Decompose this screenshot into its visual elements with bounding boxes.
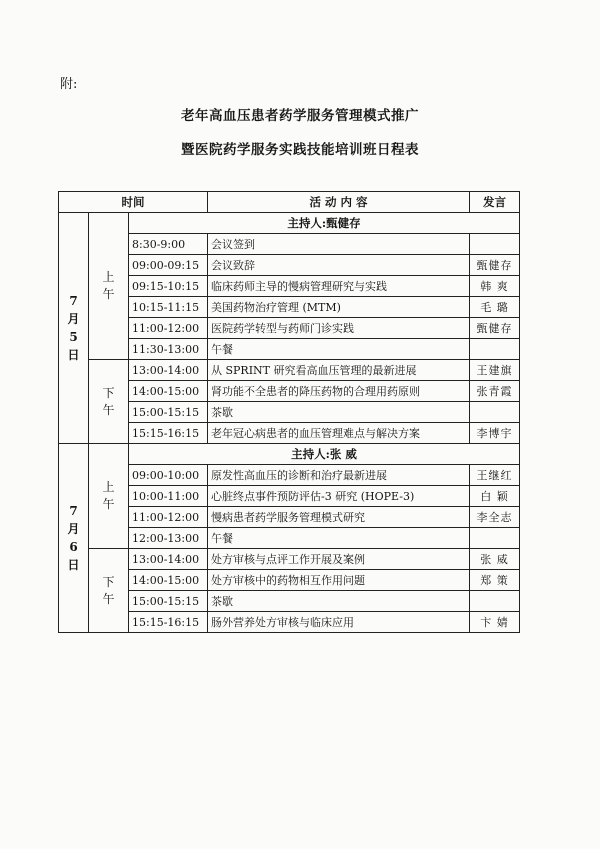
host-row	[59, 213, 520, 234]
table-row	[59, 318, 520, 339]
header-activity: 活 动 内 容	[208, 192, 470, 213]
activity-cell: 心脏终点事件预防评估-3 研究 (HOPE-3)	[208, 486, 470, 507]
speaker-cell: 甄健存	[470, 318, 520, 339]
activity-cell: 肠外营养处方审核与临床应用	[208, 612, 470, 633]
activity-cell: 午餐	[208, 528, 470, 549]
pm-label-char: 午	[102, 402, 115, 417]
table-row	[59, 255, 520, 276]
speaker-cell	[470, 234, 520, 255]
table-row	[59, 276, 520, 297]
speaker-cell: 张 威	[470, 549, 520, 570]
document-title-line-1: 老年高血压患者药学服务管理模式推广	[181, 108, 419, 124]
pm-label-char: 下	[102, 574, 115, 589]
time-cell: 13:00-14:00	[129, 360, 208, 381]
day-label-char: 日	[67, 348, 80, 362]
activity-cell: 慢病患者药学服务管理模式研究	[208, 507, 470, 528]
am-label-char: 午	[102, 287, 115, 301]
table-row	[59, 402, 520, 423]
table-row	[59, 423, 520, 444]
activity-cell: 会议签到	[208, 234, 470, 255]
host-label: 主持人:张 威	[129, 444, 520, 465]
table-row	[59, 297, 520, 318]
table-row	[59, 486, 520, 507]
time-cell: 09:15-10:15	[129, 276, 208, 297]
table-row	[59, 570, 520, 591]
am-label	[89, 444, 129, 549]
host-label: 主持人:甄健存	[129, 213, 520, 234]
time-cell: 15:00-15:15	[129, 402, 208, 423]
activity-cell: 处方审核与点评工作开展及案例	[208, 549, 470, 570]
host-row	[59, 444, 520, 465]
speaker-cell	[470, 528, 520, 549]
speaker-cell: 王继红	[470, 465, 520, 486]
time-cell: 8:30-9:00	[129, 234, 208, 255]
time-cell: 09:00-09:15	[129, 255, 208, 276]
time-cell: 11:00-12:00	[129, 507, 208, 528]
activity-cell: 午餐	[208, 339, 470, 360]
time-cell: 12:00-13:00	[129, 528, 208, 549]
time-cell: 15:15-16:15	[129, 423, 208, 444]
pm-label-char: 午	[102, 591, 115, 606]
am-label-char: 上	[102, 270, 115, 284]
time-cell: 13:00-14:00	[129, 549, 208, 570]
table-row	[59, 528, 520, 549]
am-label-char: 上	[102, 480, 115, 494]
time-cell: 15:15-16:15	[129, 612, 208, 633]
time-cell: 14:00-15:00	[129, 570, 208, 591]
table-row	[59, 360, 520, 381]
activity-cell: 医院药学转型与药师门诊实践	[208, 318, 470, 339]
speaker-cell: 张青霞	[470, 381, 520, 402]
activity-cell: 会议致辞	[208, 255, 470, 276]
am-label-char: 午	[102, 497, 115, 511]
speaker-cell: 王建旗	[470, 360, 520, 381]
table-row	[59, 549, 520, 570]
day-label	[59, 444, 89, 633]
activity-cell: 肾功能不全患者的降压药物的合理用药原则	[208, 381, 470, 402]
am-label	[89, 213, 129, 360]
table-row	[59, 612, 520, 633]
time-cell: 14:00-15:00	[129, 381, 208, 402]
activity-cell: 处方审核中的药物相互作用问题	[208, 570, 470, 591]
speaker-cell	[470, 402, 520, 423]
header-time: 时间	[59, 192, 208, 213]
speaker-cell	[470, 591, 520, 612]
header-speaker: 发言	[470, 192, 520, 213]
time-cell: 15:00-15:15	[129, 591, 208, 612]
speaker-cell: 李全志	[470, 507, 520, 528]
day-label-char: 7	[69, 504, 78, 518]
speaker-cell: 卞 婧	[470, 612, 520, 633]
table-row	[59, 465, 520, 486]
activity-cell: 原发性高血压的诊断和治疗最新进展	[208, 465, 470, 486]
activity-cell: 美国药物治疗管理 (MTM)	[208, 297, 470, 318]
speaker-cell: 韩 爽	[470, 276, 520, 297]
table-header-row	[59, 192, 520, 213]
attachment-label: 附:	[60, 77, 78, 92]
day-label-char: 7	[69, 294, 78, 308]
table-row	[59, 234, 520, 255]
activity-cell: 老年冠心病患者的血压管理难点与解决方案	[208, 423, 470, 444]
day-label-char: 5	[69, 330, 78, 344]
speaker-cell: 郑 策	[470, 570, 520, 591]
activity-cell: 临床药师主导的慢病管理研究与实践	[208, 276, 470, 297]
day-label-char: 月	[67, 312, 80, 326]
pm-label-char: 下	[102, 385, 115, 400]
day-label	[59, 213, 89, 444]
schedule-body	[59, 213, 520, 633]
activity-cell: 茶歇	[208, 591, 470, 612]
day-label-char: 6	[69, 540, 78, 554]
table-row	[59, 591, 520, 612]
time-cell: 11:30-13:00	[129, 339, 208, 360]
activity-cell: 从 SPRINT 研究看高血压管理的最新进展	[208, 360, 470, 381]
table-row	[59, 507, 520, 528]
pm-label	[89, 549, 129, 633]
pm-label	[89, 360, 129, 444]
time-cell: 11:00-12:00	[129, 318, 208, 339]
document-title-line-2: 暨医院药学服务实践技能培训班日程表	[181, 142, 419, 158]
activity-cell: 茶歇	[208, 402, 470, 423]
speaker-cell	[470, 339, 520, 360]
day-label-char: 日	[67, 558, 80, 572]
day-label-char: 月	[67, 522, 80, 536]
speaker-cell: 甄健存	[470, 255, 520, 276]
table-row	[59, 339, 520, 360]
schedule-table	[58, 191, 520, 633]
speaker-cell: 毛 璐	[470, 297, 520, 318]
speaker-cell: 李博宇	[470, 423, 520, 444]
time-cell: 09:00-10:00	[129, 465, 208, 486]
table-row	[59, 381, 520, 402]
time-cell: 10:15-11:15	[129, 297, 208, 318]
time-cell: 10:00-11:00	[129, 486, 208, 507]
speaker-cell: 白 颖	[470, 486, 520, 507]
